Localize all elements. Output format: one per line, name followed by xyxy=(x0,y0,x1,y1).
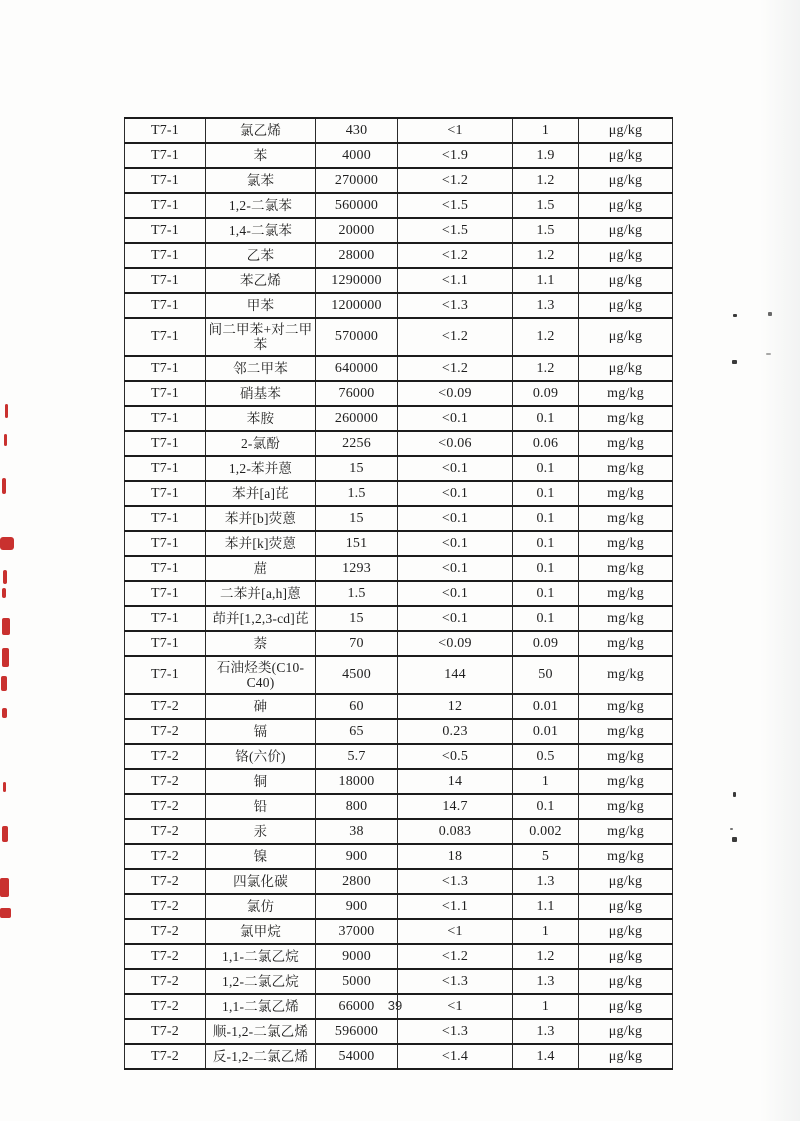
table-cell: μg/kg xyxy=(579,894,673,919)
stamp-fragment xyxy=(2,648,9,667)
table-cell: <1.3 xyxy=(398,969,513,994)
table-cell: T7-1 xyxy=(125,356,206,381)
table-cell: 900 xyxy=(316,894,398,919)
stamp-fragment xyxy=(2,618,10,635)
table-cell: 0.1 xyxy=(513,406,579,431)
table-cell: μg/kg xyxy=(579,143,673,168)
table-cell: 1 xyxy=(513,118,579,143)
table-cell: <0.1 xyxy=(398,406,513,431)
table-cell: 1,2-二氯乙烷 xyxy=(206,969,316,994)
table-cell: 1.2 xyxy=(513,944,579,969)
page-number: 39 xyxy=(387,998,403,1013)
stamp-fragment xyxy=(2,588,6,598)
table-cell: 596000 xyxy=(316,1019,398,1044)
table-cell: 1.2 xyxy=(513,243,579,268)
table-cell: 270000 xyxy=(316,168,398,193)
table-cell: μg/kg xyxy=(579,1019,673,1044)
table-cell: 15 xyxy=(316,606,398,631)
table-cell: <1.1 xyxy=(398,894,513,919)
table-cell: <1.1 xyxy=(398,268,513,293)
table-cell: 氯甲烷 xyxy=(206,919,316,944)
scan-speck xyxy=(733,792,736,797)
table-cell: <1 xyxy=(398,994,513,1019)
analysis-results-table xyxy=(124,117,673,1070)
stamp-fragment xyxy=(2,708,7,718)
table-cell: mg/kg xyxy=(579,719,673,744)
table-cell: 氯乙烯 xyxy=(206,118,316,143)
table-cell: <1.3 xyxy=(398,293,513,318)
table-row xyxy=(125,869,673,894)
table-cell: 1290000 xyxy=(316,268,398,293)
table-cell: mg/kg xyxy=(579,531,673,556)
table-row xyxy=(125,719,673,744)
table-cell: 2-氯酚 xyxy=(206,431,316,456)
table-cell: <1.2 xyxy=(398,944,513,969)
table-row xyxy=(125,744,673,769)
table-cell: <1.2 xyxy=(398,168,513,193)
stamp-fragment xyxy=(2,826,8,842)
table-row xyxy=(125,381,673,406)
table-cell: 乙苯 xyxy=(206,243,316,268)
table-cell: 0.23 xyxy=(398,719,513,744)
stamp-fragment xyxy=(0,908,11,918)
table-cell: 0.1 xyxy=(513,556,579,581)
table-row xyxy=(125,631,673,656)
table-cell: <0.1 xyxy=(398,606,513,631)
table-cell: μg/kg xyxy=(579,118,673,143)
table-cell: 0.1 xyxy=(513,531,579,556)
table-cell: 800 xyxy=(316,794,398,819)
table-cell: μg/kg xyxy=(579,869,673,894)
table-row xyxy=(125,819,673,844)
table-cell: <0.06 xyxy=(398,431,513,456)
table-cell: 2800 xyxy=(316,869,398,894)
table-cell: μg/kg xyxy=(579,356,673,381)
table-cell: 四氯化碳 xyxy=(206,869,316,894)
table-row xyxy=(125,656,673,694)
table-cell: T7-2 xyxy=(125,1044,206,1069)
table-cell: 苯胺 xyxy=(206,406,316,431)
table-cell: 0.1 xyxy=(513,794,579,819)
table-cell: 镍 xyxy=(206,844,316,869)
table-cell: 5 xyxy=(513,844,579,869)
table-cell: 铅 xyxy=(206,794,316,819)
table-cell: 䓛 xyxy=(206,556,316,581)
table-cell: <1.2 xyxy=(398,356,513,381)
table-cell: T7-1 xyxy=(125,606,206,631)
table-cell: T7-1 xyxy=(125,406,206,431)
table-cell: 苯并[b]荧蒽 xyxy=(206,506,316,531)
table-cell: 0.1 xyxy=(513,506,579,531)
table-cell: 氯仿 xyxy=(206,894,316,919)
table-row xyxy=(125,894,673,919)
table-cell: 18000 xyxy=(316,769,398,794)
table-cell: mg/kg xyxy=(579,744,673,769)
table-cell: μg/kg xyxy=(579,243,673,268)
table-cell: mg/kg xyxy=(579,631,673,656)
table-row xyxy=(125,919,673,944)
scan-speck xyxy=(733,314,737,317)
table-cell: <1.2 xyxy=(398,243,513,268)
table-cell: mg/kg xyxy=(579,431,673,456)
table-cell: <0.1 xyxy=(398,581,513,606)
table-cell: μg/kg xyxy=(579,944,673,969)
table-row xyxy=(125,406,673,431)
table-row xyxy=(125,581,673,606)
table-row xyxy=(125,944,673,969)
table-row xyxy=(125,1044,673,1069)
table-cell: T7-2 xyxy=(125,869,206,894)
table-cell: mg/kg xyxy=(579,694,673,719)
table-cell: mg/kg xyxy=(579,381,673,406)
table-cell: μg/kg xyxy=(579,193,673,218)
table-cell: T7-1 xyxy=(125,631,206,656)
stamp-fragment xyxy=(0,878,9,897)
table-row xyxy=(125,556,673,581)
table-cell: μg/kg xyxy=(579,1044,673,1069)
table-cell: <0.1 xyxy=(398,456,513,481)
table-cell: 硝基苯 xyxy=(206,381,316,406)
table-cell: 14 xyxy=(398,769,513,794)
stamp-fragment xyxy=(1,676,7,691)
table-cell: T7-1 xyxy=(125,531,206,556)
table-row xyxy=(125,218,673,243)
table-cell: T7-1 xyxy=(125,293,206,318)
table-cell: 15 xyxy=(316,456,398,481)
table-cell: 54000 xyxy=(316,1044,398,1069)
table-cell: <0.1 xyxy=(398,556,513,581)
table-cell: 1.2 xyxy=(513,318,579,356)
table-cell: μg/kg xyxy=(579,293,673,318)
table-cell: 144 xyxy=(398,656,513,694)
table-cell: 2256 xyxy=(316,431,398,456)
table-cell: 苯乙烯 xyxy=(206,268,316,293)
table-cell: 苯 xyxy=(206,143,316,168)
table-cell: 1200000 xyxy=(316,293,398,318)
table-cell: 1.2 xyxy=(513,168,579,193)
table-cell: 560000 xyxy=(316,193,398,218)
table-cell: 1,2-二氯苯 xyxy=(206,193,316,218)
table-cell: 570000 xyxy=(316,318,398,356)
table-cell: 0.1 xyxy=(513,456,579,481)
table-cell: T7-1 xyxy=(125,168,206,193)
table-cell: mg/kg xyxy=(579,769,673,794)
table-cell: 1.3 xyxy=(513,869,579,894)
table-cell: mg/kg xyxy=(579,406,673,431)
table-row xyxy=(125,456,673,481)
table-cell: 0.083 xyxy=(398,819,513,844)
table-row xyxy=(125,168,673,193)
scan-speck xyxy=(730,828,733,830)
table-cell: 0.002 xyxy=(513,819,579,844)
table-cell: 0.1 xyxy=(513,481,579,506)
table-cell: 苯并[a]芘 xyxy=(206,481,316,506)
table-cell: 茚并[1,2,3-cd]芘 xyxy=(206,606,316,631)
table-row xyxy=(125,431,673,456)
table-cell: 20000 xyxy=(316,218,398,243)
scan-speck xyxy=(732,360,737,364)
table-cell: mg/kg xyxy=(579,844,673,869)
table-cell: T7-2 xyxy=(125,819,206,844)
table-cell: 1.4 xyxy=(513,1044,579,1069)
table-cell: T7-2 xyxy=(125,794,206,819)
table-cell: 1.5 xyxy=(316,581,398,606)
table-cell: μg/kg xyxy=(579,969,673,994)
table-cell: 9000 xyxy=(316,944,398,969)
table-row xyxy=(125,268,673,293)
table-cell: T7-2 xyxy=(125,969,206,994)
stamp-fragment xyxy=(2,478,6,494)
table-cell: <0.1 xyxy=(398,506,513,531)
table-row xyxy=(125,1019,673,1044)
table-cell: 汞 xyxy=(206,819,316,844)
table-cell: 间二甲苯+对二甲苯 xyxy=(206,318,316,356)
table-cell: T7-1 xyxy=(125,243,206,268)
table-cell: T7-2 xyxy=(125,944,206,969)
table-cell: 0.1 xyxy=(513,581,579,606)
table-row xyxy=(125,769,673,794)
table-cell: 铬(六价) xyxy=(206,744,316,769)
table-cell: 1.3 xyxy=(513,293,579,318)
stamp-fragment xyxy=(5,404,8,418)
table-cell: 1,1-二氯乙烯 xyxy=(206,994,316,1019)
table-cell: 反-1,2-二氯乙烯 xyxy=(206,1044,316,1069)
table-row xyxy=(125,293,673,318)
table-cell: 镉 xyxy=(206,719,316,744)
table-row xyxy=(125,243,673,268)
table-cell: <0.09 xyxy=(398,631,513,656)
table-cell: 0.09 xyxy=(513,631,579,656)
table-cell: T7-2 xyxy=(125,719,206,744)
table-row xyxy=(125,506,673,531)
table-row xyxy=(125,143,673,168)
table-cell: 14.7 xyxy=(398,794,513,819)
table-cell: T7-1 xyxy=(125,268,206,293)
table-cell: 顺-1,2-二氯乙烯 xyxy=(206,1019,316,1044)
table-cell: 石油烃类(C10-C40) xyxy=(206,656,316,694)
table-cell: T7-2 xyxy=(125,694,206,719)
scan-speck xyxy=(768,312,772,316)
table-cell: 1,4-二氯苯 xyxy=(206,218,316,243)
table-cell: μg/kg xyxy=(579,168,673,193)
table-cell: T7-1 xyxy=(125,118,206,143)
table-cell: 甲苯 xyxy=(206,293,316,318)
table-row xyxy=(125,844,673,869)
table-cell: 0.09 xyxy=(513,381,579,406)
table-cell: μg/kg xyxy=(579,994,673,1019)
stamp-fragment xyxy=(3,570,7,584)
table-cell: 60 xyxy=(316,694,398,719)
table-cell: 1293 xyxy=(316,556,398,581)
table-cell: 砷 xyxy=(206,694,316,719)
table-cell: 4500 xyxy=(316,656,398,694)
table-cell: 1.3 xyxy=(513,969,579,994)
table-row xyxy=(125,694,673,719)
table-cell: 12 xyxy=(398,694,513,719)
table-cell: T7-1 xyxy=(125,481,206,506)
table-cell: μg/kg xyxy=(579,318,673,356)
table-cell: 1,1-二氯乙烷 xyxy=(206,944,316,969)
table-cell: 1 xyxy=(513,919,579,944)
table-cell: 37000 xyxy=(316,919,398,944)
table-cell: 氯苯 xyxy=(206,168,316,193)
table-cell: <0.09 xyxy=(398,381,513,406)
table-row xyxy=(125,193,673,218)
table-cell: 1.5 xyxy=(513,193,579,218)
table-cell: T7-2 xyxy=(125,769,206,794)
table-cell: 151 xyxy=(316,531,398,556)
table-cell: T7-2 xyxy=(125,744,206,769)
table-cell: T7-1 xyxy=(125,581,206,606)
table-cell: 15 xyxy=(316,506,398,531)
table-cell: 65 xyxy=(316,719,398,744)
table-cell: 0.01 xyxy=(513,694,579,719)
table-cell: 0.5 xyxy=(513,744,579,769)
table-cell: T7-2 xyxy=(125,994,206,1019)
table-cell: 1,2-苯并蒽 xyxy=(206,456,316,481)
scan-speck xyxy=(766,353,771,355)
table-cell: 50 xyxy=(513,656,579,694)
table-cell: 430 xyxy=(316,118,398,143)
table-cell: 1.5 xyxy=(513,218,579,243)
table-cell: <0.1 xyxy=(398,481,513,506)
table-cell: mg/kg xyxy=(579,481,673,506)
table-cell: <1.4 xyxy=(398,1044,513,1069)
table-cell: 76000 xyxy=(316,381,398,406)
stamp-fragment xyxy=(4,434,7,446)
table-cell: <1.3 xyxy=(398,1019,513,1044)
table-cell: T7-2 xyxy=(125,894,206,919)
table-cell: T7-1 xyxy=(125,556,206,581)
table-cell: <1.2 xyxy=(398,318,513,356)
table-cell: <1.9 xyxy=(398,143,513,168)
table-cell: 1 xyxy=(513,994,579,1019)
table-cell: <1 xyxy=(398,118,513,143)
table-cell: T7-1 xyxy=(125,656,206,694)
table-cell: 1.1 xyxy=(513,894,579,919)
scan-speck xyxy=(732,837,737,842)
table-cell: T7-1 xyxy=(125,506,206,531)
table-cell: 900 xyxy=(316,844,398,869)
table-row xyxy=(125,531,673,556)
table-cell: T7-1 xyxy=(125,381,206,406)
table-cell: mg/kg xyxy=(579,581,673,606)
table-cell: 66000 xyxy=(316,994,398,1019)
table-cell: <1.5 xyxy=(398,193,513,218)
table-cell: mg/kg xyxy=(579,506,673,531)
table-cell: μg/kg xyxy=(579,218,673,243)
table-cell: <0.1 xyxy=(398,531,513,556)
table-row xyxy=(125,481,673,506)
table-cell: T7-1 xyxy=(125,318,206,356)
table-cell: T7-2 xyxy=(125,844,206,869)
table-cell: <1.5 xyxy=(398,218,513,243)
table-cell: 5.7 xyxy=(316,744,398,769)
table-cell: mg/kg xyxy=(579,819,673,844)
table-cell: 70 xyxy=(316,631,398,656)
table-cell: 4000 xyxy=(316,143,398,168)
table-cell: 1.5 xyxy=(316,481,398,506)
table-cell: mg/kg xyxy=(579,794,673,819)
table-cell: mg/kg xyxy=(579,456,673,481)
table-cell: 260000 xyxy=(316,406,398,431)
table-cell: 苯并[k]荧蒽 xyxy=(206,531,316,556)
table-row xyxy=(125,318,673,356)
table-cell: 1 xyxy=(513,769,579,794)
table-row xyxy=(125,969,673,994)
table-cell: 1.9 xyxy=(513,143,579,168)
table-cell: <1.3 xyxy=(398,869,513,894)
table-cell: T7-1 xyxy=(125,456,206,481)
table-cell: 5000 xyxy=(316,969,398,994)
table-row xyxy=(125,794,673,819)
table-cell: 1.3 xyxy=(513,1019,579,1044)
table-cell: 38 xyxy=(316,819,398,844)
stamp-fragment xyxy=(0,537,14,550)
table-row xyxy=(125,606,673,631)
table-cell: 萘 xyxy=(206,631,316,656)
table-cell: T7-1 xyxy=(125,431,206,456)
table-cell: μg/kg xyxy=(579,268,673,293)
table-cell: 28000 xyxy=(316,243,398,268)
table-cell: 1.1 xyxy=(513,268,579,293)
table-cell: 铜 xyxy=(206,769,316,794)
table-cell: 邻二甲苯 xyxy=(206,356,316,381)
analysis-results-rows xyxy=(125,118,673,1069)
table-cell: T7-2 xyxy=(125,1019,206,1044)
table-cell: 1.2 xyxy=(513,356,579,381)
table-cell: mg/kg xyxy=(579,556,673,581)
table-cell: 18 xyxy=(398,844,513,869)
table-cell: 0.06 xyxy=(513,431,579,456)
table-cell: T7-2 xyxy=(125,919,206,944)
table-cell: T7-1 xyxy=(125,193,206,218)
stamp-fragment xyxy=(3,782,6,792)
table-cell: <1 xyxy=(398,919,513,944)
table-cell: T7-1 xyxy=(125,218,206,243)
table-row xyxy=(125,356,673,381)
table-cell: μg/kg xyxy=(579,919,673,944)
table-cell: 0.1 xyxy=(513,606,579,631)
table-row xyxy=(125,118,673,143)
table-cell: mg/kg xyxy=(579,656,673,694)
table-cell: 0.01 xyxy=(513,719,579,744)
table-cell: mg/kg xyxy=(579,606,673,631)
table-cell: 二苯并[a,h]蒽 xyxy=(206,581,316,606)
table-cell: T7-1 xyxy=(125,143,206,168)
table-cell: <0.5 xyxy=(398,744,513,769)
table-cell: 640000 xyxy=(316,356,398,381)
